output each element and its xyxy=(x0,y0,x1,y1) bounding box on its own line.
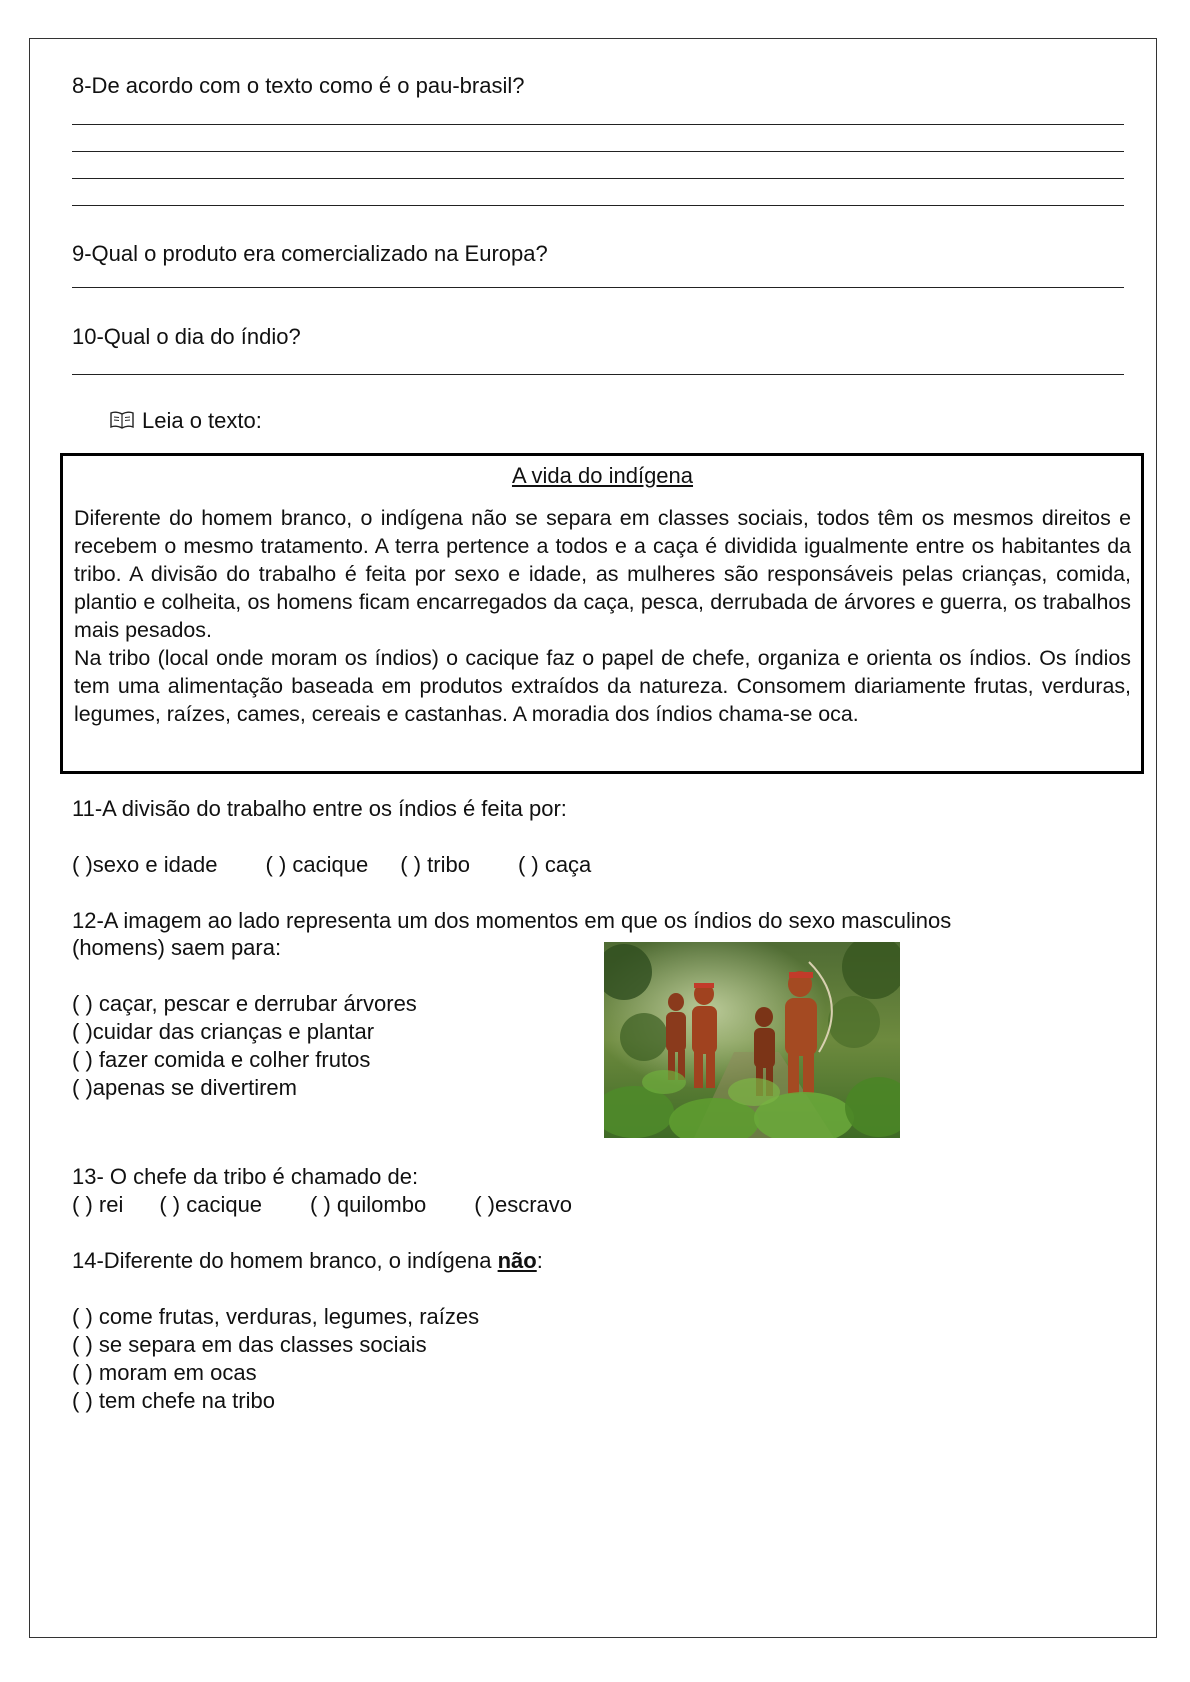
passage-title: A vida do indígena xyxy=(511,463,694,488)
answer-line[interactable] xyxy=(72,178,1124,179)
reading-prompt xyxy=(110,408,262,434)
answer-line[interactable] xyxy=(72,151,1124,152)
option-checkbox[interactable]: ( )escravo xyxy=(474,1192,572,1217)
option-checkbox[interactable]: ( ) caça xyxy=(517,852,592,877)
question-11: 11-A divisão do trabalho entre os índios é feita por: xyxy=(72,796,567,821)
question-12-options xyxy=(72,990,417,1102)
option-checkbox[interactable]: ( )sexo e idade xyxy=(72,852,218,877)
passage-paragraph-2: Na tribo (local onde moram os índios) o cacique faz o papel de chefe, organiza e orienta os índios. Os índios tem uma alimentação baseada em produtos extraídos da natureza. Consomem diariamente frutas, verduras, legumes, raízes, cames, cereais e castanhas. A moradia dos índios chama-se oca. xyxy=(74,646,1131,726)
option-checkbox[interactable]: ( ) moram em ocas xyxy=(72,1360,257,1385)
passage-paragraph-1: Diferente do homem branco, o indígena não se separa em classes sociais, todos têm os mesmos direitos e recebem o mesmo tratamento. A terra pertence a todos e a caça é dividida igualmente entre os habitantes da tribo. A divisão do trabalho é feita por sexo e idade, as mulheres são responsáveis pelas crianças, comida, plantio e colheita, os homens ficam encarregados da caça, pesca, derrubada de árvores e guerra, os trabalhos mais pesados. xyxy=(74,506,1131,642)
question-12-line-2: (homens) saem para: xyxy=(72,935,282,960)
question-10: 10-Qual o dia do índio? xyxy=(72,324,301,349)
question-9: 9-Qual o produto era comercializado na Europa? xyxy=(72,241,548,266)
answer-line[interactable] xyxy=(72,124,1124,125)
question-14-text: 14-Diferente do homem branco, o indígena xyxy=(72,1248,498,1273)
option-checkbox[interactable]: ( ) rei xyxy=(72,1192,124,1217)
indigenous-men-forest-photo xyxy=(604,942,900,1138)
option-checkbox[interactable]: ( )apenas se divertirem xyxy=(72,1075,297,1100)
answer-line[interactable] xyxy=(72,205,1124,206)
question-14-colon: : xyxy=(536,1248,543,1273)
answer-line[interactable] xyxy=(72,374,1124,375)
option-checkbox[interactable]: ( ) quilombo xyxy=(310,1192,427,1217)
question-8: 8-De acordo com o texto como é o pau-brasil? xyxy=(72,73,525,98)
option-checkbox[interactable]: ( ) fazer comida e colher frutos xyxy=(72,1047,371,1072)
question-11-options xyxy=(72,851,591,879)
option-checkbox[interactable]: ( ) tem chefe na tribo xyxy=(72,1388,275,1413)
option-checkbox[interactable]: ( ) caçar, pescar e derrubar árvores xyxy=(72,991,417,1016)
option-checkbox[interactable]: ( ) tribo xyxy=(400,852,470,877)
question-14-emphasis: não xyxy=(497,1248,537,1273)
option-checkbox[interactable]: ( ) come frutas, verduras, legumes, raízes xyxy=(72,1304,480,1329)
question-13-options xyxy=(72,1191,572,1219)
option-checkbox[interactable]: ( ) cacique xyxy=(265,852,369,877)
option-checkbox[interactable]: ( ) cacique xyxy=(159,1192,263,1217)
question-12-line-1: 12-A imagem ao lado representa um dos momentos em que os índios do sexo masculinos xyxy=(72,908,952,933)
question-13: 13- O chefe da tribo é chamado de: xyxy=(72,1164,419,1189)
book-icon xyxy=(110,409,134,427)
reading-passage-box xyxy=(60,453,1144,774)
question-14-options xyxy=(72,1303,479,1415)
option-checkbox[interactable]: ( ) se separa em das classes sociais xyxy=(72,1332,427,1357)
option-checkbox[interactable]: ( )cuidar das crianças e plantar xyxy=(72,1019,375,1044)
answer-line[interactable] xyxy=(72,287,1124,288)
reading-prompt-text: Leia o texto: xyxy=(142,408,262,433)
question-14 xyxy=(72,1248,543,1274)
